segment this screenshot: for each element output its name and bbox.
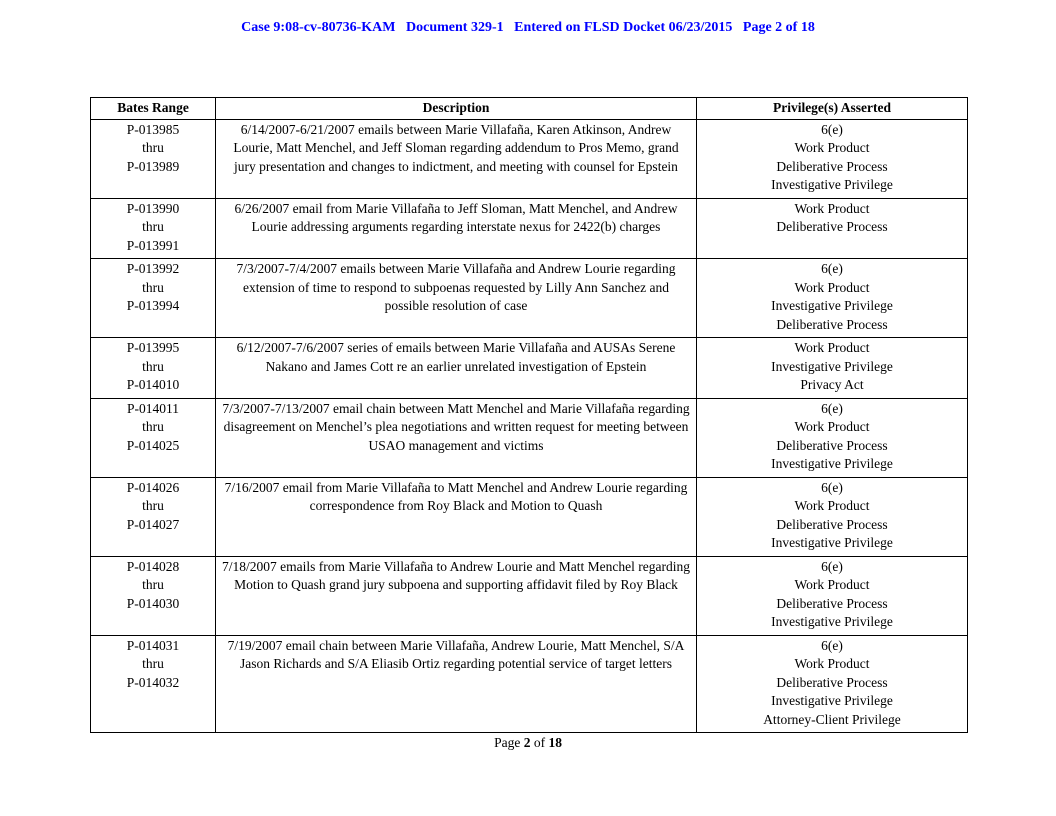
description-cell: 7/3/2007-7/13/2007 email chain between Matt Menchel and Marie Villafaña regarding disagreement on Menchel’s plea negotiations and written request for meeting between USAO management and victims (216, 398, 697, 477)
bates-range-cell (91, 119, 216, 198)
description-cell: 7/18/2007 emails from Marie Villafaña to Andrew Lourie and Matt Menchel regarding Motion to Quash grand jury subpoena and supporting affidavit filed by Roy Black (216, 556, 697, 635)
privilege-line: Work Product (794, 419, 870, 434)
footer-page-number: 2 (523, 735, 531, 750)
privilege-line: 6(e) (821, 558, 843, 574)
bates-range-line: P-014031 (126, 637, 180, 653)
table-row (91, 556, 968, 635)
bates-range-line: P-013994 (126, 298, 180, 313)
table-row (91, 338, 968, 399)
privilege-line: Work Product (794, 340, 870, 355)
privilege-line: Work Product (794, 656, 870, 671)
description-cell: 7/19/2007 email chain between Marie Villafaña, Andrew Lourie, Matt Menchel, S/A Jason Richards and S/A Eliasib Ortiz regarding potential service of target letters (216, 635, 697, 733)
footer-total-pages: 18 (548, 735, 562, 750)
bates-range-cell (91, 198, 216, 259)
bates-range-line: thru (142, 279, 164, 295)
privilege-log-table (90, 97, 968, 733)
footer-page-label: Page (494, 735, 524, 750)
privilege-line: Investigative Privilege (771, 358, 893, 374)
bates-range-cell (91, 635, 216, 733)
bates-range-line: P-014026 (126, 479, 180, 495)
table-row (91, 635, 968, 733)
privileges-cell (697, 398, 968, 477)
privilege-line: Work Product (794, 140, 870, 155)
privilege-line: Investigative Privilege (771, 693, 893, 708)
privilege-line: Deliberative Process (776, 437, 888, 453)
column-header-privileges-asserted: Privilege(s) Asserted (697, 98, 968, 120)
bates-range-line: P-013991 (126, 237, 180, 253)
privileges-cell (697, 556, 968, 635)
bates-range-line: thru (142, 656, 164, 671)
privilege-line: Attorney-Client Privilege (763, 711, 901, 727)
bates-range-line: thru (142, 219, 164, 234)
bates-range-line: P-013990 (126, 200, 180, 216)
table-row (91, 477, 968, 556)
bates-range-line: P-014011 (126, 400, 179, 416)
description-cell: 6/26/2007 email from Marie Villafaña to Jeff Sloman, Matt Menchel, and Andrew Lourie addressing arguments regarding interstate nexus for 2422(b) charges (216, 198, 697, 259)
bates-range-line: P-014028 (126, 558, 180, 574)
privilege-line: 6(e) (821, 479, 843, 495)
footer-of-label: of (530, 735, 549, 750)
privilege-line: Investigative Privilege (771, 456, 893, 471)
bates-range-line: P-014032 (126, 674, 180, 690)
privilege-line: Investigative Privilege (771, 298, 893, 313)
case-docket-header: Case 9:08-cv-80736-KAM Document 329-1 Entered on FLSD Docket 06/23/2015 Page 2 of 18 (241, 20, 815, 35)
table-header-row (91, 98, 968, 120)
description-cell: 7/16/2007 email from Marie Villafaña to Matt Menchel and Andrew Lourie regarding correspondence from Roy Black and Motion to Quash (216, 477, 697, 556)
privileges-cell (697, 259, 968, 338)
column-header-bates-range: Bates Range (91, 98, 216, 120)
privilege-line: Deliberative Process (776, 595, 888, 611)
privilege-line: Work Product (794, 200, 870, 216)
bates-range-line: thru (142, 498, 164, 513)
bates-range-cell (91, 556, 216, 635)
description-cell: 7/3/2007-7/4/2007 emails between Marie Villafaña and Andrew Lourie regarding extension of time to respond to subpoenas requested by Lilly Ann Sanchez and possible resolution of case (216, 259, 697, 338)
bates-range-line: thru (142, 577, 164, 592)
privilege-line: Deliberative Process (776, 219, 888, 234)
bates-range-cell (91, 338, 216, 399)
privilege-line: Investigative Privilege (771, 177, 893, 192)
page-footer (0, 735, 1056, 751)
bates-range-line: P-013995 (126, 340, 180, 355)
privileges-cell (697, 119, 968, 198)
privilege-line: Deliberative Process (776, 316, 888, 332)
table-row (91, 198, 968, 259)
privileges-cell (697, 338, 968, 399)
privilege-line: Work Product (794, 498, 870, 513)
privileges-cell (697, 477, 968, 556)
privilege-line: 6(e) (821, 400, 843, 416)
bates-range-line: P-013989 (126, 158, 180, 174)
privilege-line: Work Product (794, 279, 870, 295)
privilege-line: Investigative Privilege (771, 614, 893, 629)
privilege-line: Deliberative Process (776, 516, 888, 532)
bates-range-line: P-014027 (126, 516, 180, 532)
privilege-line: Privacy Act (800, 377, 864, 392)
table-row (91, 119, 968, 198)
privilege-line: Work Product (794, 577, 870, 592)
bates-range-cell (91, 398, 216, 477)
column-header-description: Description (216, 98, 697, 120)
privilege-line: Investigative Privilege (771, 535, 893, 550)
privilege-line: 6(e) (821, 637, 843, 653)
bates-range-line: thru (142, 419, 164, 434)
bates-range-line: P-013992 (126, 261, 180, 276)
table-row (91, 259, 968, 338)
bates-range-line: thru (142, 358, 164, 374)
description-cell: 6/14/2007-6/21/2007 emails between Marie Villafaña, Karen Atkinson, Andrew Lourie, Matt Menchel, and Jeff Sloman regarding addendum to Pros Memo, grand jury presentation and changes to indictment, and meeting with counsel for Epstein (216, 119, 697, 198)
bates-range-cell (91, 259, 216, 338)
bates-range-line: P-014025 (126, 437, 180, 453)
bates-range-line: P-014010 (126, 377, 180, 392)
privilege-line: 6(e) (821, 261, 843, 276)
table-row (91, 398, 968, 477)
privilege-line: Deliberative Process (776, 674, 888, 690)
bates-range-line: P-014030 (126, 595, 180, 611)
privileges-cell (697, 198, 968, 259)
bates-range-cell (91, 477, 216, 556)
description-cell: 6/12/2007-7/6/2007 series of emails between Marie Villafaña and AUSAs Serene Nakano and James Cott re an earlier unrelated investigation of Epstein (216, 338, 697, 399)
privilege-line: 6(e) (821, 121, 843, 137)
privileges-cell (697, 635, 968, 733)
privilege-line: Deliberative Process (776, 158, 888, 174)
bates-range-line: P-013985 (126, 121, 180, 137)
bates-range-line: thru (142, 140, 164, 155)
